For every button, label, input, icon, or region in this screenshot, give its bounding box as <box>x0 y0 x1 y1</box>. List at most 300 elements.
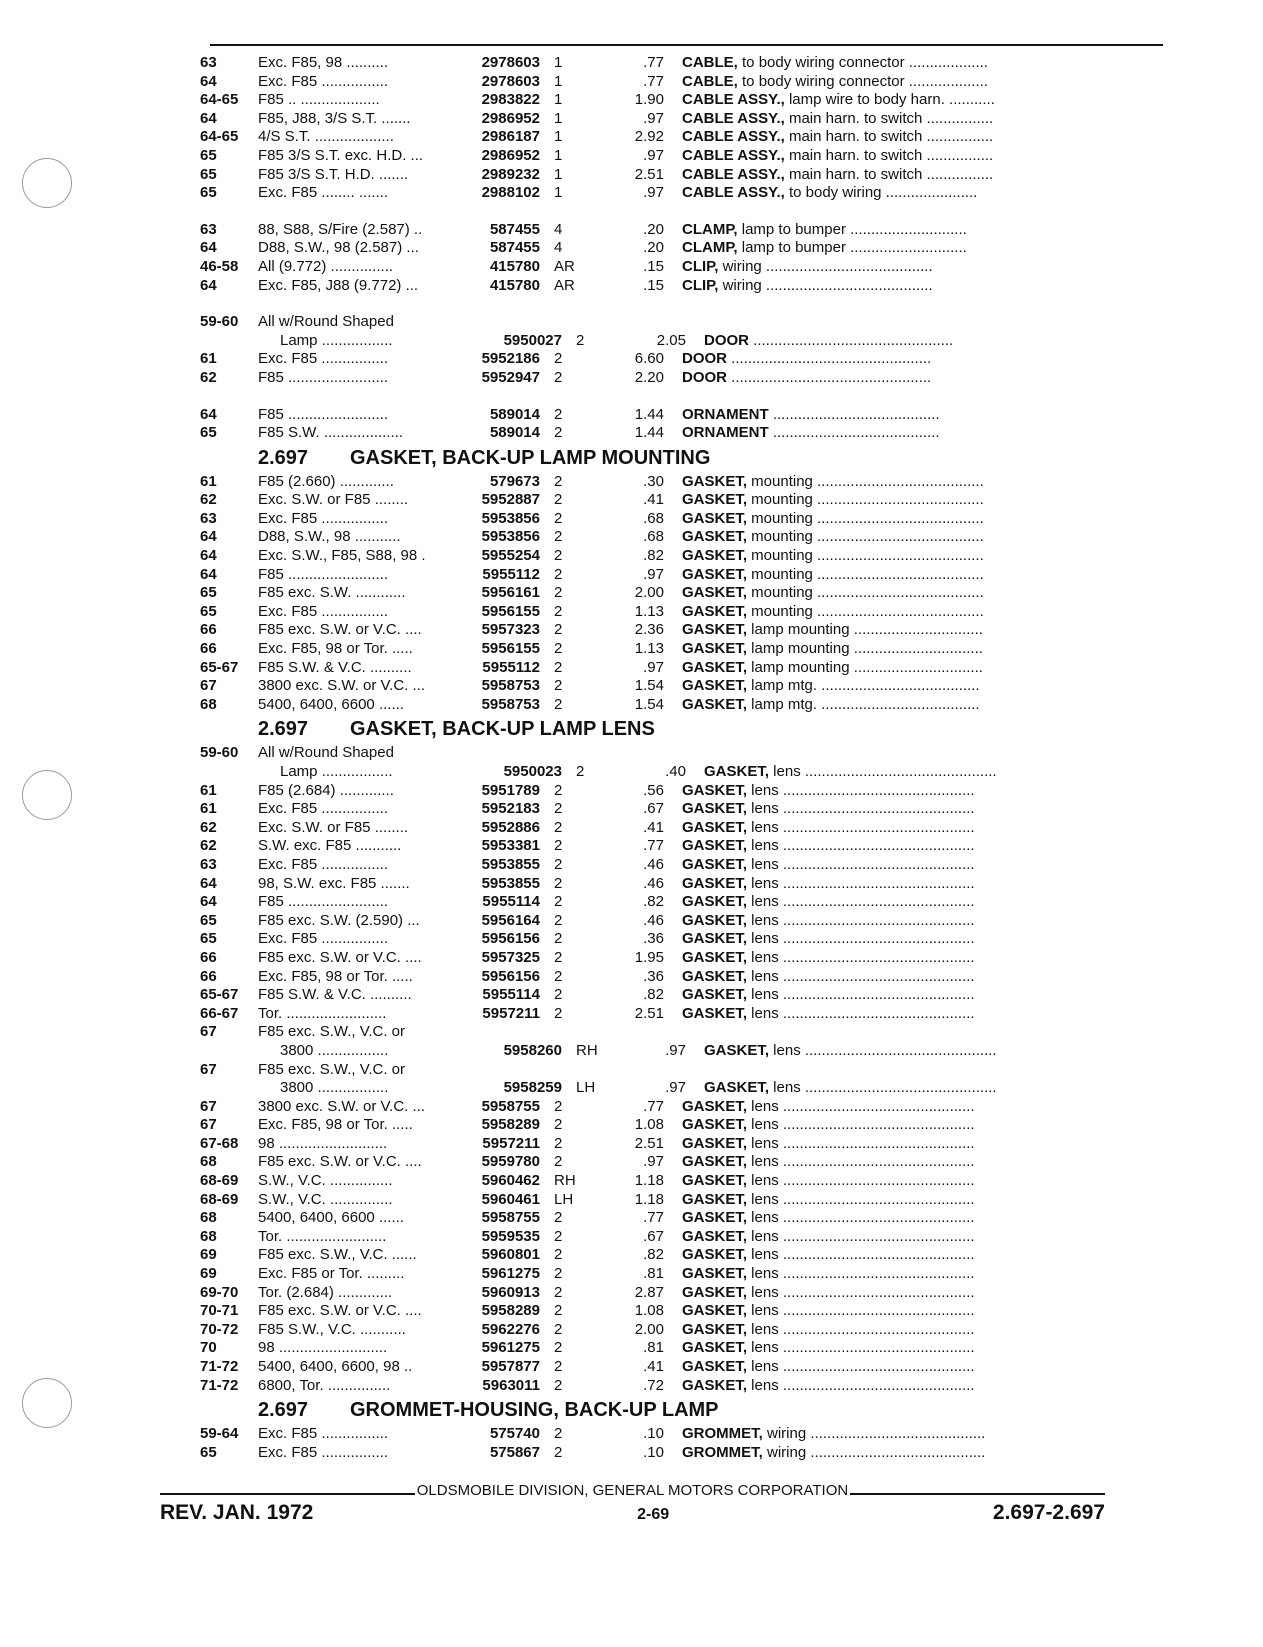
price: 2.05 <box>656 331 686 349</box>
price: .77 <box>643 1097 664 1115</box>
quantity: 2 <box>554 547 563 565</box>
application: Exc. F85, 98 or Tor. ..... <box>258 1116 413 1134</box>
description-name: GROMMET, <box>682 1425 763 1443</box>
description-detail: lamp to bumper ............................ <box>737 220 967 238</box>
model-year: 66 <box>200 948 217 966</box>
binder-hole-middle <box>22 770 72 820</box>
price: .10 <box>643 1443 664 1461</box>
quantity: 2 <box>554 967 563 985</box>
price: .82 <box>643 1246 664 1264</box>
description-detail: mounting ........................................ <box>747 602 984 620</box>
model-year: 62 <box>200 491 217 509</box>
part-number: 5956156 <box>481 930 540 948</box>
table-row <box>200 128 1162 147</box>
price: 1.90 <box>634 91 664 109</box>
description <box>686 1042 1162 1061</box>
price: .97 <box>643 184 664 202</box>
application: D88, S.W., 98 (2.587) ... <box>258 239 419 257</box>
price: 2.87 <box>634 1283 664 1301</box>
model-year: 61 <box>200 781 217 799</box>
model-year: 68-69 <box>200 1172 239 1190</box>
description-detail: ................................................ <box>727 368 932 386</box>
model-year: 64 <box>200 276 217 294</box>
description-detail: lens .............................................. <box>747 1376 975 1394</box>
description <box>664 258 1162 277</box>
price: .97 <box>643 565 664 583</box>
table-row <box>200 258 1162 277</box>
price: 2.20 <box>634 368 664 386</box>
description <box>664 677 1162 696</box>
price: 1.44 <box>634 405 664 423</box>
description-name: CABLE ASSY., <box>682 109 785 127</box>
quantity: 2 <box>554 1376 563 1394</box>
application: S.W., V.C. ............... <box>258 1172 393 1190</box>
description-name: ORNAMENT <box>682 424 769 442</box>
description-detail: lamp mounting ............................... <box>747 658 983 676</box>
price: .40 <box>665 763 686 780</box>
price: .36 <box>643 930 664 948</box>
description <box>664 406 1162 425</box>
application: S.W., V.C. ............... <box>258 1190 393 1208</box>
quantity: 2 <box>554 602 563 620</box>
part-number: 5963011 <box>482 1376 540 1394</box>
description-name: GASKET, <box>682 658 748 676</box>
table-row <box>200 1079 1162 1098</box>
application: F85 exc. S.W. or V.C. .... <box>258 621 422 639</box>
application: Exc. F85 ........ ....... <box>258 184 389 202</box>
description-name: CABLE ASSY., <box>682 165 785 183</box>
quantity: 2 <box>554 911 563 929</box>
description-detail: lens .............................................. <box>747 948 975 966</box>
model-year: 65 <box>200 184 217 202</box>
description-detail: ................................................ <box>727 350 932 368</box>
quantity: 2 <box>554 1134 563 1152</box>
description-name: CLAMP, <box>682 239 738 257</box>
description-name: GASKET, <box>682 584 748 602</box>
quantity: 2 <box>554 621 563 639</box>
price: 1.08 <box>634 1116 664 1134</box>
description <box>664 782 1162 801</box>
model-year: 62 <box>200 368 217 386</box>
application: Exc. F85 ................ <box>258 602 389 620</box>
price: 6.60 <box>634 350 664 368</box>
price: .46 <box>643 874 664 892</box>
price: 2.92 <box>634 128 664 146</box>
description-detail: lens .............................................. <box>747 855 975 873</box>
part-number: 589014 <box>489 424 540 442</box>
description-name: GASKET, <box>682 1153 748 1171</box>
description-name: GASKET, <box>682 1376 748 1394</box>
price: 1.13 <box>634 602 664 620</box>
quantity: 2 <box>554 1004 563 1022</box>
description-detail: main harn. to switch ................ <box>784 109 994 127</box>
description <box>664 659 1162 678</box>
application: F85 ........................ <box>258 405 389 423</box>
description-detail: wiring .......................................... <box>762 1443 986 1461</box>
description <box>664 184 1162 203</box>
application: Tor. ........................ <box>258 1227 387 1245</box>
quantity: 2 <box>554 350 563 368</box>
description-detail: ........................................ <box>768 405 940 423</box>
table-row <box>200 1444 1162 1463</box>
quantity: 2 <box>554 640 563 658</box>
description <box>664 128 1162 147</box>
description <box>664 949 1162 968</box>
part-number: 5961275 <box>481 1265 540 1283</box>
description-detail: lens .............................................. <box>747 818 975 836</box>
table-row <box>200 1228 1162 1247</box>
part-number: 5957211 <box>482 1134 540 1152</box>
part-number: 5956164 <box>481 911 540 929</box>
part-number: 5955114 <box>482 893 540 911</box>
table-row <box>200 1172 1162 1191</box>
model-year: 69-70 <box>200 1283 239 1301</box>
table-row <box>200 110 1162 129</box>
description <box>664 473 1162 492</box>
model-year: 65 <box>200 911 217 929</box>
application: F85 (2.660) ............. <box>258 472 394 490</box>
price: .56 <box>643 781 664 799</box>
application: Exc. F85 ................ <box>258 1425 389 1443</box>
table-row <box>200 677 1162 696</box>
description <box>664 54 1162 73</box>
table-row <box>200 1321 1162 1340</box>
price: .68 <box>643 528 664 546</box>
application: 3800 ................. <box>280 1079 389 1097</box>
quantity: AR <box>554 276 575 294</box>
description <box>664 837 1162 856</box>
table-row <box>200 640 1162 659</box>
application: 5400, 6400, 6600 ...... <box>258 1209 404 1227</box>
description-detail: lens .............................................. <box>747 1302 975 1320</box>
price: .41 <box>643 1358 664 1375</box>
application: F85 S.W. & V.C. .......... <box>258 658 412 676</box>
table-row <box>200 424 1162 443</box>
section-heading <box>200 1395 1162 1425</box>
table-row <box>200 277 1162 296</box>
table-row <box>200 566 1162 585</box>
description-detail: lens .............................................. <box>747 1134 975 1152</box>
quantity: 1 <box>554 184 563 202</box>
part-number: 575740 <box>489 1425 540 1443</box>
model-year: 64 <box>200 547 217 565</box>
application: 4/S S.T. ................... <box>258 128 394 146</box>
price: 2.51 <box>634 1134 664 1152</box>
part-number: 579673 <box>489 472 540 490</box>
description <box>664 1116 1162 1135</box>
description-name: GASKET, <box>704 1079 770 1097</box>
description-detail: lamp mounting ............................... <box>747 640 983 658</box>
application: 98 .......................... <box>258 1339 388 1357</box>
model-year: 68 <box>200 1209 217 1227</box>
table-row <box>200 1116 1162 1135</box>
application: Exc. F85, J88 (9.772) ... <box>258 276 419 294</box>
model-year: 68 <box>200 695 217 713</box>
description-name: GASKET, <box>704 1041 770 1059</box>
description-name: DOOR <box>682 350 727 368</box>
model-year: 67 <box>200 1023 217 1041</box>
part-number: 5958753 <box>481 677 540 695</box>
table-row <box>200 819 1162 838</box>
binder-hole-top <box>22 158 72 208</box>
description <box>664 1172 1162 1191</box>
model-year: 67 <box>200 1116 217 1134</box>
description <box>664 147 1162 166</box>
table-row <box>200 1425 1162 1444</box>
model-year: 65 <box>200 930 217 948</box>
description <box>664 696 1162 715</box>
part-number: 589014 <box>489 405 540 423</box>
description-detail: lens .............................................. <box>747 967 975 985</box>
model-year: 69 <box>200 1265 217 1283</box>
description <box>664 1425 1162 1444</box>
description-detail: wiring ........................................ <box>718 257 933 275</box>
table-row <box>200 986 1162 1005</box>
description-name: GASKET, <box>682 930 748 948</box>
quantity: 2 <box>554 1116 563 1134</box>
part-number: 5953855 <box>481 874 540 892</box>
description-detail: lens .............................................. <box>747 930 975 948</box>
part-number: 5960913 <box>481 1283 540 1301</box>
model-year: 63 <box>200 509 217 527</box>
part-number: 2986952 <box>481 146 540 164</box>
application: Exc. F85 ................ <box>258 930 389 948</box>
description-detail: mounting ........................................ <box>747 491 984 509</box>
table-row <box>200 782 1162 801</box>
price: 1.13 <box>634 640 664 658</box>
part-number: 5958753 <box>481 695 540 713</box>
model-year: 64 <box>200 72 217 90</box>
price: .77 <box>643 72 664 90</box>
description-name: GASKET, <box>682 893 748 911</box>
table-row <box>200 603 1162 622</box>
group-spacer <box>200 203 1162 221</box>
quantity: 2 <box>554 1153 563 1171</box>
part-number: 5956155 <box>481 640 540 658</box>
description-name: GASKET, <box>682 837 748 855</box>
table-row <box>200 1023 1162 1042</box>
part-number: 2986952 <box>481 109 540 127</box>
description-detail: lens .............................................. <box>747 1339 975 1357</box>
part-number: 2978603 <box>481 72 540 90</box>
part-number: 5959780 <box>481 1153 540 1171</box>
model-year: 71-72 <box>200 1358 239 1375</box>
application: S.W. exc. F85 ........... <box>258 837 402 855</box>
part-number: 5957211 <box>482 1004 540 1022</box>
description-detail: lens .............................................. <box>747 1246 975 1264</box>
application: F85 exc. S.W., V.C. or <box>258 1060 405 1078</box>
model-year: 63 <box>200 855 217 873</box>
table-row <box>200 491 1162 510</box>
application: All (9.772) ............... <box>258 257 394 275</box>
model-year: 66-67 <box>200 1004 239 1022</box>
part-number: 5951789 <box>481 781 540 799</box>
application: F85 exc. S.W., V.C. or <box>258 1023 405 1041</box>
table-row <box>200 856 1162 875</box>
application: Exc. F85, 98 or Tor. ..... <box>258 967 413 985</box>
table-row <box>200 528 1162 547</box>
description-name: CLAMP, <box>682 220 738 238</box>
application: Exc. F85, 98 .......... <box>258 54 389 71</box>
description-detail: lens .............................................. <box>747 1172 975 1190</box>
description-detail: lens .............................................. <box>769 1079 997 1097</box>
price: .97 <box>643 146 664 164</box>
quantity: 1 <box>554 165 563 183</box>
table-row <box>200 73 1162 92</box>
application: Exc. F85 ................ <box>258 350 389 368</box>
description-detail: ........................................ <box>768 424 940 442</box>
application: Exc. F85 ................ <box>258 72 389 90</box>
quantity: LH <box>554 1190 574 1208</box>
description-detail: lens .............................................. <box>747 874 975 892</box>
description <box>664 968 1162 987</box>
description <box>664 1284 1162 1303</box>
model-year: 46-58 <box>200 257 239 275</box>
description-detail: lens .............................................. <box>769 763 997 780</box>
table-row <box>200 912 1162 931</box>
model-year: 70 <box>200 1339 217 1357</box>
quantity: 2 <box>576 763 585 780</box>
part-number: 5956155 <box>481 602 540 620</box>
table-row <box>200 184 1162 203</box>
application: F85, J88, 3/S S.T. ....... <box>258 109 411 127</box>
description-detail: lamp mtg. ...................................... <box>747 677 980 695</box>
description <box>664 528 1162 547</box>
part-number: 5960801 <box>481 1246 540 1264</box>
page-footer <box>160 1482 1105 1525</box>
part-number: 5961275 <box>481 1339 540 1357</box>
rule-left <box>160 1493 415 1495</box>
application: F85 (2.684) ............. <box>258 781 394 799</box>
table-row <box>200 1061 1162 1080</box>
price: 1.95 <box>634 948 664 966</box>
description <box>664 1005 1162 1024</box>
part-number: 5957877 <box>481 1358 540 1375</box>
description-detail: wiring ........................................ <box>718 276 933 294</box>
price: .68 <box>643 509 664 527</box>
description <box>664 856 1162 875</box>
model-year: 71-72 <box>200 1376 239 1394</box>
application: Exc. F85 ................ <box>258 509 389 527</box>
description-name: GASKET, <box>682 948 748 966</box>
description-name: GASKET, <box>682 695 748 713</box>
description-name: CLIP, <box>682 257 719 275</box>
description-name: GASKET, <box>682 1339 748 1357</box>
table-row <box>200 930 1162 949</box>
price: 1.08 <box>634 1302 664 1320</box>
quantity: 1 <box>554 54 563 71</box>
table-row <box>200 1358 1162 1377</box>
model-year: 64 <box>200 874 217 892</box>
quantity: 2 <box>554 893 563 911</box>
price: .97 <box>643 1153 664 1171</box>
section-title: GASKET, BACK-UP LAMP LENS <box>350 718 655 741</box>
division-line <box>160 1482 1105 1499</box>
description <box>664 91 1162 110</box>
table-row <box>200 547 1162 566</box>
price: .82 <box>643 893 664 911</box>
description <box>664 1321 1162 1340</box>
description <box>664 584 1162 603</box>
quantity: 1 <box>554 128 563 146</box>
quantity: 2 <box>576 331 585 349</box>
table-row <box>200 369 1162 388</box>
price: .20 <box>643 239 664 257</box>
description <box>686 1079 1162 1098</box>
application: F85 exc. S.W. or V.C. .... <box>258 1302 422 1320</box>
description-name: GASKET, <box>682 565 748 583</box>
price: .30 <box>643 472 664 490</box>
table-row <box>200 1339 1162 1358</box>
model-year: 68 <box>200 1153 217 1171</box>
description-name: GASKET, <box>682 1172 748 1190</box>
quantity: 2 <box>554 855 563 873</box>
application: 98, S.W. exc. F85 ....... <box>258 874 410 892</box>
description <box>664 640 1162 659</box>
model-year: 64 <box>200 565 217 583</box>
part-number: 5958755 <box>481 1097 540 1115</box>
part-number: 5960462 <box>481 1172 540 1190</box>
quantity: 2 <box>554 424 563 442</box>
quantity: 2 <box>554 1246 563 1264</box>
application: F85 exc. S.W. or V.C. .... <box>258 1153 422 1171</box>
description <box>664 510 1162 529</box>
description-name: GASKET, <box>682 967 748 985</box>
description-detail: lens .............................................. <box>747 1358 975 1375</box>
application: 3800 exc. S.W. or V.C. ... <box>258 1097 426 1115</box>
part-number: 575867 <box>489 1443 540 1461</box>
section-heading <box>200 714 1162 744</box>
description-name: GASKET, <box>682 911 748 929</box>
description-name: GASKET, <box>682 818 748 836</box>
model-year: 68 <box>200 1227 217 1245</box>
part-number: 5957325 <box>481 948 540 966</box>
price: .46 <box>643 911 664 929</box>
description-detail: main harn. to switch ................ <box>784 146 994 164</box>
part-number: 5958260 <box>503 1041 562 1059</box>
group-spacer <box>200 388 1162 406</box>
quantity: 1 <box>554 146 563 164</box>
quantity: 2 <box>554 695 563 713</box>
table-row <box>200 1042 1162 1061</box>
description-name: GASKET, <box>682 1265 748 1283</box>
application: Exc. F85, 98 or Tor. ..... <box>258 640 413 658</box>
description <box>664 930 1162 949</box>
application: 5400, 6400, 6600, 98 .. <box>258 1358 413 1375</box>
model-year: 69 <box>200 1246 217 1264</box>
description <box>664 1153 1162 1172</box>
part-number: 5952947 <box>481 368 540 386</box>
price: .10 <box>643 1425 664 1443</box>
table-row <box>200 406 1162 425</box>
top-rule <box>210 44 1163 46</box>
quantity: 2 <box>554 1358 563 1375</box>
description <box>664 1246 1162 1265</box>
section-title: GASKET, BACK-UP LAMP MOUNTING <box>350 446 711 469</box>
application: Exc. S.W. or F85 ........ <box>258 818 409 836</box>
description-name: GASKET, <box>682 986 748 1004</box>
part-number: 5958259 <box>503 1079 562 1097</box>
quantity: 2 <box>554 565 563 583</box>
description-name: GASKET, <box>682 677 748 695</box>
quantity: 2 <box>554 528 563 546</box>
table-row <box>200 350 1162 369</box>
application: F85 S.W., V.C. ........... <box>258 1320 406 1338</box>
model-year: 65 <box>200 424 217 442</box>
description <box>664 350 1162 369</box>
description-name: GASKET, <box>682 1190 748 1208</box>
part-number: 5959535 <box>481 1227 540 1245</box>
